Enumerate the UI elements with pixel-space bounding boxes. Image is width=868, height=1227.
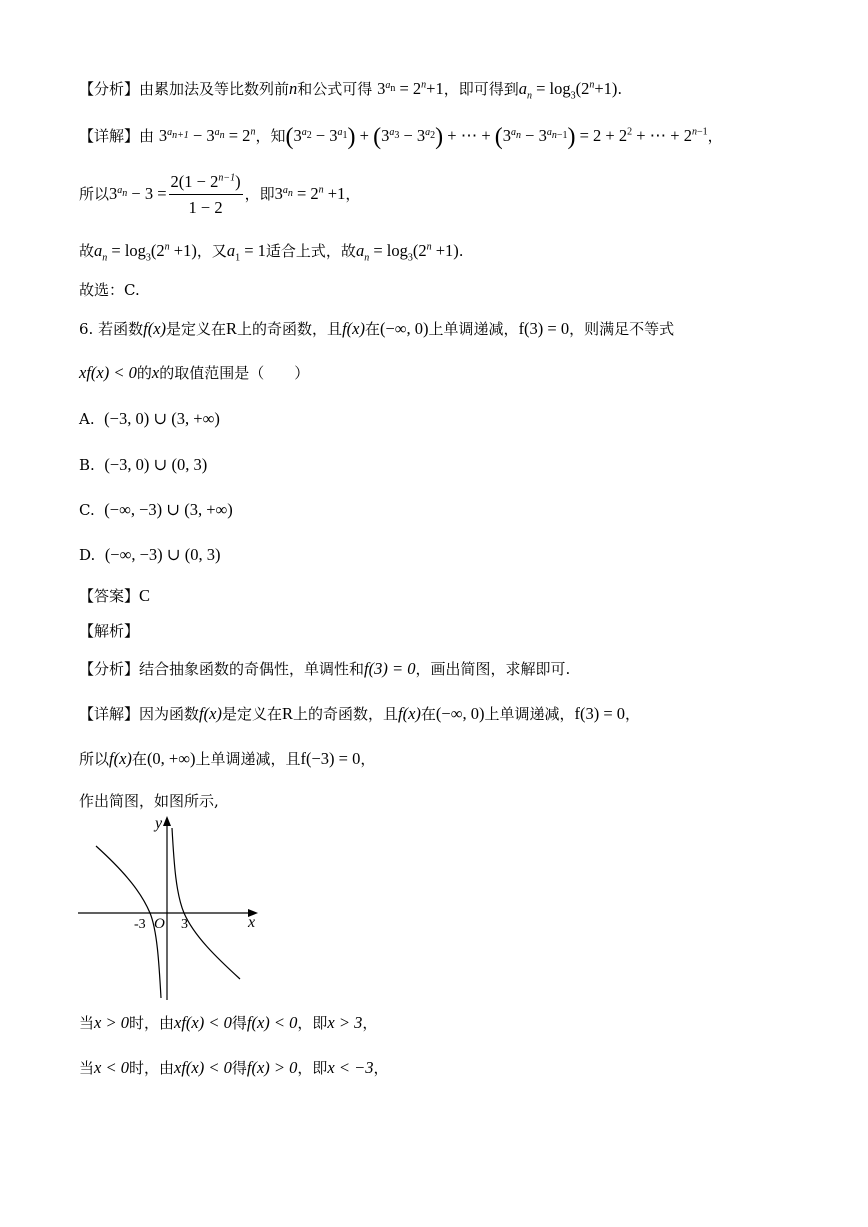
math-f3: f(3) = 0 [518, 319, 570, 338]
option-b [79, 454, 207, 476]
math-expression: $3^{a_n} = 2^n +1$ [274, 184, 346, 203]
option-d [79, 544, 221, 566]
detail-text: 由 [139, 127, 155, 145]
detail-text: 适合上式，故 [265, 242, 356, 260]
x-axis-label: x [248, 914, 256, 931]
analysis-text: ，即可得到 [443, 80, 519, 98]
math-fx: f(x) [109, 749, 132, 768]
detail-line-1 [79, 125, 723, 148]
math-condition: x > 0 [94, 1013, 129, 1032]
detail-line-6: 作出简图，如图所示, [79, 792, 219, 810]
math-interval: (−∞, 0) [435, 704, 485, 723]
answer-line [79, 585, 150, 607]
option-value: (−∞, −3) ∪ (0, 3) [104, 545, 221, 564]
analysis-line-1 [79, 78, 622, 100]
answer-value: C [139, 586, 151, 605]
question-6-line-2: xf(x) < 0的x的取值范围是（ ） [79, 363, 310, 382]
y-axis-arrow [163, 816, 171, 826]
option-a [79, 408, 220, 430]
math-inequality: xf(x) < 0 [79, 363, 137, 382]
math-sum-expression: $(3^{a_2} - 3^{a_1}) + (3^{a_3} - 3^{a_2})$ + ⋯ + $(3^{a_n} - 3^{a_{n-1}}) = 2 + 2^2$ + ⋯ + $2^{n-1}$ [285, 124, 708, 150]
case-line-1: 当x > 0时，由xf(x) < 0得f(x) < 0，即x > 3， [79, 1013, 378, 1032]
tick-label-3: 3 [181, 917, 188, 932]
math-fx: f(x) [397, 704, 421, 723]
case-line-2: 当x < 0时，由xf(x) < 0得f(x) > 0，即x < −3， [79, 1058, 389, 1077]
function-sketch-graph [72, 812, 272, 1002]
math-var: n [289, 79, 298, 98]
fraction: $\frac{2(1 - 2^{n-1})}{1 - 2}$ [170, 172, 241, 218]
math-inequality: xf(x) < 0 [174, 1013, 232, 1032]
detail-text: ，又 [196, 242, 227, 260]
math-inequality: xf(x) < 0 [174, 1058, 232, 1077]
analysis-tag: 【分析】 [79, 660, 140, 678]
analysis-text: 由累加法及等比数列前 [139, 80, 290, 98]
option-label: B. [79, 456, 95, 474]
option-value: (−∞, −3) ∪ (3, +∞) [104, 500, 233, 519]
math-condition: x < 0 [94, 1058, 129, 1077]
punct: . [458, 242, 464, 260]
curve-left-branch [96, 846, 161, 998]
solution-heading: 【解析】 [79, 622, 140, 640]
math-interval: (0, +∞) [146, 749, 196, 768]
detail-tag: 【详解】 [79, 705, 140, 723]
math-R: R [226, 319, 238, 338]
option-value: (−3, 0) ∪ (0, 3) [104, 455, 208, 474]
math-f3: f(3) = 0 [364, 659, 416, 678]
detail-text: ，即 [244, 185, 275, 203]
math-result: f(x) > 0 [246, 1058, 298, 1077]
math-fm3: f(−3) = 0 [300, 749, 361, 768]
y-axis-label: y [155, 815, 163, 832]
option-label: A. [79, 410, 95, 428]
detail-line-4: 【详解】因为函数f(x)是定义在R上的奇函数，且f(x)在(−∞, 0)上单调递减，f(3) = 0， [79, 704, 641, 723]
question-number: 6. [79, 320, 94, 338]
math-fx: f(x) [199, 704, 222, 723]
math-solution: x < −3 [327, 1058, 374, 1077]
detail-line-5: 所以f(x)在(0, +∞)上单调递减，且f(−3) = 0， [79, 749, 376, 768]
math-f3: f(3) = 0 [574, 704, 626, 723]
tick-label-neg3: -3 [134, 917, 146, 932]
option-label: C. [79, 501, 95, 519]
math-expression: $3^{a_{n+1}} - 3^{a_n} = 2^n$ [158, 126, 256, 145]
detail-line-2 [79, 172, 360, 218]
math-fx: f(x) [143, 319, 167, 338]
math-expression: $a_n = \log_3(2^n +1)$ [355, 241, 459, 264]
math-expression: $3^{a_n} - 3$ = $\frac{2(1 - 2^{n-1})}{1 - 2}$ [109, 172, 241, 218]
option-label: D. [79, 546, 96, 564]
math-var: x [151, 363, 160, 382]
math-expression: $3^{a_n} = 2^n+1$ [377, 79, 444, 98]
option-value: (−3, 0) ∪ (3, +∞) [104, 409, 220, 428]
math-result: f(x) < 0 [246, 1013, 298, 1032]
detail-text: 所以 [79, 185, 110, 203]
math-solution: x > 3 [327, 1013, 363, 1032]
analysis-text: 和公式可得 [297, 80, 373, 98]
analysis-line-2: 【分析】结合抽象函数的奇偶性，单调性和f(3) = 0，画出简图，求解即可. [79, 659, 571, 678]
math-expression: $a_n = \log_3(2^n +1)$ [94, 241, 197, 264]
math-R: R [281, 704, 293, 723]
math-interval: (−∞, 0) [379, 319, 429, 338]
math-fx: f(x) [342, 319, 365, 338]
option-c [79, 499, 233, 521]
punct: ， [345, 185, 361, 203]
detail-text: ，知 [255, 127, 286, 145]
origin-label: O [154, 916, 165, 932]
punct: . [617, 80, 623, 98]
curve-right-branch [172, 828, 240, 979]
math-expression: $a_n = \log_3(2^n+1)$ [518, 79, 618, 102]
question-6-line-1: 6. 若函数f(x)是定义在R上的奇函数，且f(x)在(−∞, 0)上单调递减，f(3) = 0，则满足不等式 [79, 319, 675, 338]
answer-tag: 【答案】 [79, 587, 140, 605]
detail-line-3 [79, 240, 464, 262]
detail-text: 故 [79, 242, 95, 260]
math-expression: $a_1 = 1$ [226, 241, 266, 264]
analysis-tag: 【分析】 [79, 80, 140, 98]
detail-tag: 【详解】 [79, 127, 140, 145]
prev-choice: 故选：C. [79, 281, 140, 299]
punct: ， [707, 127, 723, 145]
